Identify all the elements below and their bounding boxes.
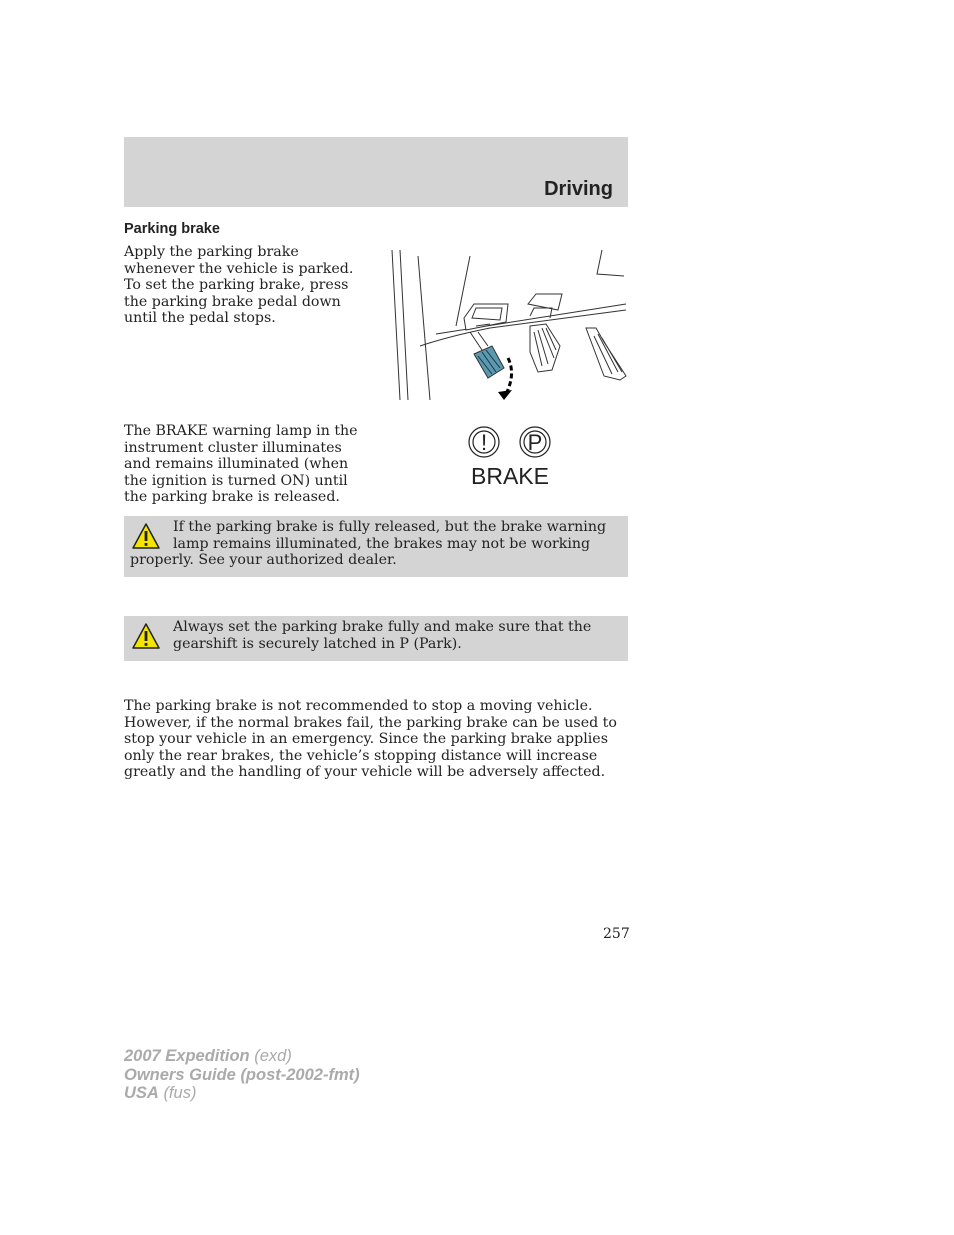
warning-triangle-icon [131,622,161,650]
footer-line-3 [124,1084,360,1103]
chapter-title: Driving [544,178,613,200]
intro-paragraph: Apply the parking brake whenever the vehicle is parked. To set the parking brake, press the parking brake pedal down until the pedal stops. [124,244,354,326]
chapter-header-band [124,137,628,207]
warning-text: Always set the parking brake fully and make sure that the gearshift is securely latched in P (Park). [173,619,592,652]
warning-text: If the parking brake is fully released, but the brake warning lamp remains illuminated, the brakes may not be working properly. See your authorized dealer. [130,519,607,568]
footer-model: 2007 Expedition [124,1047,250,1065]
lamp-symbol-exclamation: ! [480,430,488,455]
footer-market-code: (fus) [163,1084,197,1102]
lamp-symbol-p: P [527,430,543,455]
warning-box-gearshift [124,616,628,661]
footer-market: USA [124,1084,159,1102]
lamp-paragraph: The BRAKE warning lamp in the instrument cluster illuminates and remains illuminated (when the ignition is turned ON) until the parking brake is released. [124,423,358,505]
footer-model-code: (exd) [254,1047,292,1065]
footer-line-1 [124,1047,360,1066]
parking-brake-pedal-illustration [390,246,628,402]
lamp-label-brake: BRAKE [471,463,549,488]
document-footer [124,1047,360,1103]
footer-line-2 [124,1066,360,1085]
brake-lamp-icon [460,424,560,488]
page-number: 257 [603,926,630,942]
brake-warning-lamp-symbol [460,424,560,488]
footer-guide: Owners Guide (post-2002-fmt) [124,1065,360,1084]
emergency-paragraph: The parking brake is not recommended to stop a moving vehicle. However, if the normal brakes fail, the parking brake can be used to stop your vehicle in an emergency. Since the parking brake applies only the rear brakes, the vehicle’s stopping distance will increase greatly and the handling of your vehicle will be adversely affected. [124,698,617,780]
section-title: Parking brake [124,221,220,237]
warning-triangle-icon [131,522,161,550]
warning-box-brake-lamp [124,516,628,577]
